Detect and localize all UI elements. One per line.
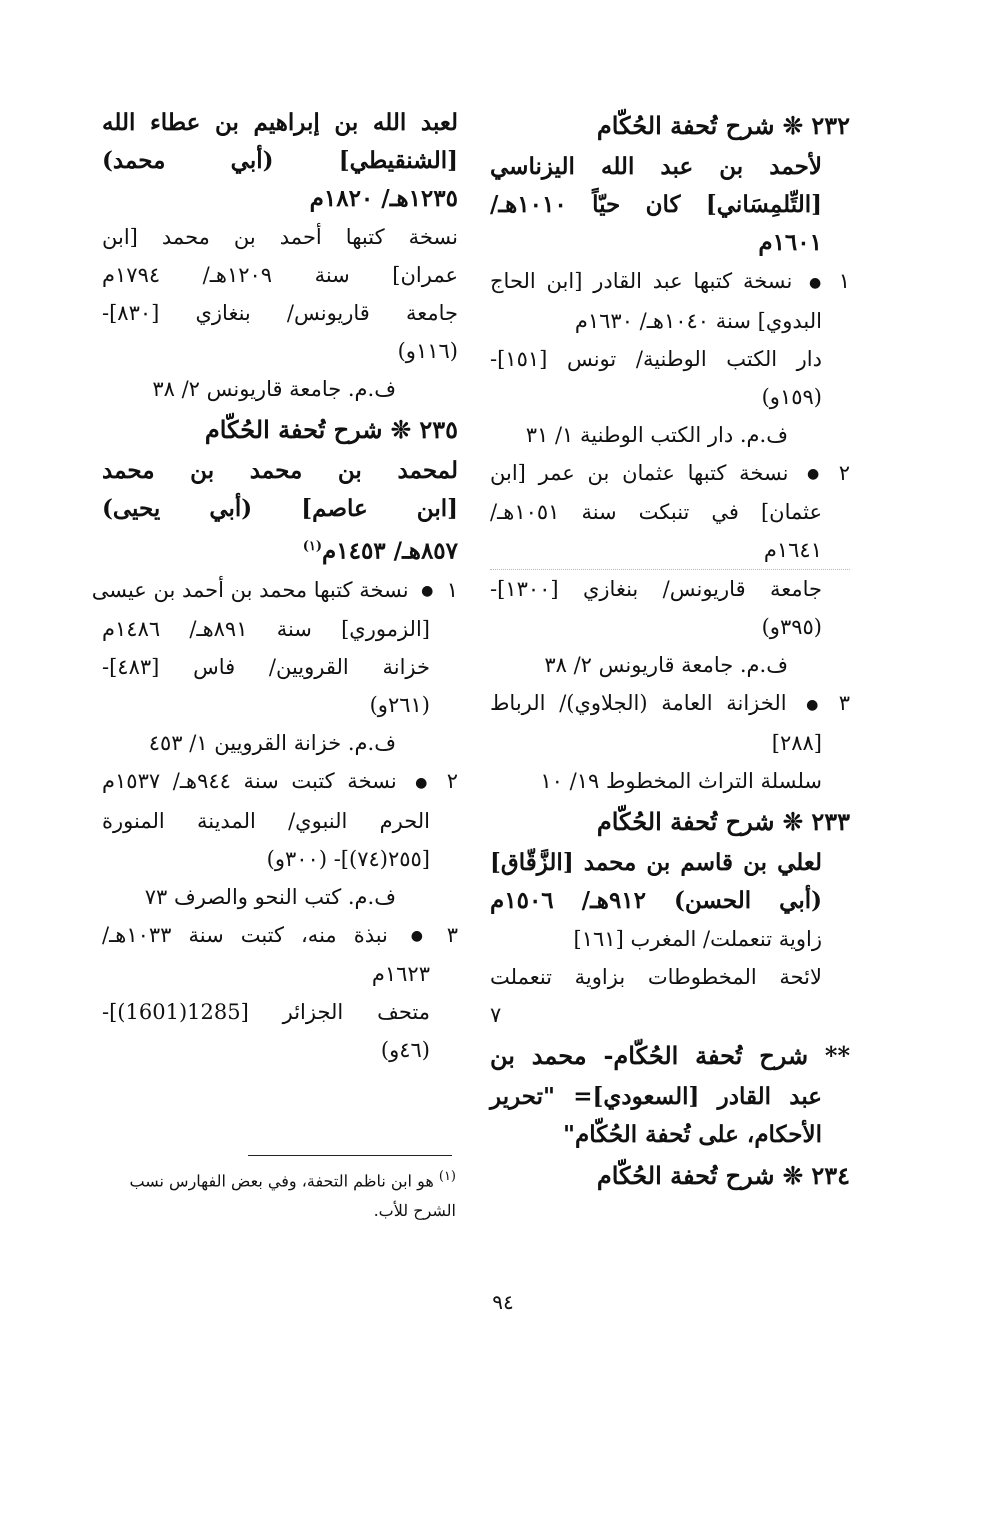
entry-author-line: [ابن عاصم] (أبي يحيى) (102, 495, 458, 522)
item-text: خزانة القرويين/ فاس [٤٨٣]- (102, 655, 430, 680)
entry-author-line: ١٢٣٥هـ/ ١٨٢٠م (309, 185, 458, 212)
item-text: نسخة كتبها عبد القادر [ابن الحاج (490, 269, 793, 293)
entry-author-line: ١٦٠١م (758, 229, 822, 256)
footnote-marker: (١) (438, 1169, 456, 1184)
list-item (102, 916, 458, 956)
entry-author-line (102, 528, 458, 571)
footnote-divider (248, 1155, 452, 1156)
item-number: ٢ (446, 769, 458, 794)
item-reference: ف.م. دار الكتب الوطنية ١/ ٣١ (525, 422, 788, 447)
entry-author-line: (أبي الحسن) ٩١٢هـ/ ١٥٠٦م (490, 886, 822, 914)
item-text: (٤٦و) (380, 1038, 430, 1063)
item-number: ٢ (838, 460, 850, 485)
item-text: عثمان] في تنبكت سنة ١٠٥١هـ/ (490, 500, 822, 524)
bullet-icon: ● (808, 274, 822, 291)
item-number: ١ (446, 577, 458, 602)
item-text: جامعة قاريونس/ بنغازي [٨٣٠]- (102, 301, 458, 325)
item-text: [٢٥٥(٧٤)]- (٣٠٠و) (266, 846, 430, 871)
item-text: (٣٩٥و) (761, 615, 822, 639)
footnote-text: هو ابن ناظم التحفة، وفي بعض الفهارس نسب (129, 1171, 434, 1191)
item-reference: ف.م. جامعة قاريونس ٢/ ٣٨ (544, 653, 788, 677)
item-text: جامعة قاريونس/ بنغازي [١٣٠٠]- (490, 577, 822, 601)
item-text: ٧ (490, 1002, 502, 1027)
list-item (102, 762, 458, 802)
entry-title-235: ٢٣٥ ❊ شرح تُحفة الحُكّام (204, 415, 458, 444)
entry-author-line: لعلي بن قاسم بن محمد [الزَّقّاق] (490, 848, 822, 876)
entry-author-line: [الشنقيطي] (أبي محمد) (102, 147, 458, 174)
page-number: ٩٤ (492, 1290, 514, 1314)
footnote-line: الشرح للأب. (373, 1201, 456, 1221)
item-reference: سلسلة التراث المخطوط ١٩/ ١٠ (540, 768, 822, 793)
entry-date: ٨٥٧هـ/ ١٤٥٣م (321, 537, 458, 565)
entry-title-233: ٢٣٣ ❊ شرح تُحفة الحُكّام (596, 806, 850, 836)
bullet-icon: ● (415, 774, 428, 791)
list-item (490, 454, 850, 494)
item-text: نسخة كتبها أحمد بن محمد [ابن (102, 225, 458, 249)
item-number: ٣ (838, 691, 850, 715)
item-text: (١٥٩و) (761, 384, 822, 409)
item-text: [٢٨٨] (771, 730, 822, 755)
item-text: البدوي] سنة ١٠٤٠هـ/ ١٦٣٠م (574, 308, 822, 333)
footnote-marker[interactable]: (١) (302, 539, 322, 554)
item-text: ١٦٤١م (490, 531, 850, 570)
list-item (490, 684, 850, 724)
item-text: (٢٦١و) (369, 693, 430, 718)
bullet-icon: ● (410, 928, 423, 945)
item-text: ١٦٢٣م (371, 962, 430, 987)
bullet-icon: ● (806, 696, 819, 713)
item-number: ١ (838, 269, 850, 293)
entry-author-line: لأحمد بن عبد الله اليزناسي (490, 153, 822, 180)
entry-author-line: [التِّلمِسَاني] كان حيّاً ١٠١٠هـ/ (490, 191, 822, 218)
item-text: نسخة كتبها محمد بن أحمد بن عيسى (91, 577, 409, 602)
right-column (490, 104, 850, 1198)
entry-title-234: ٢٣٤ ❊ شرح تُحفة الحُكّام (596, 1160, 850, 1190)
list-item (490, 262, 850, 302)
item-text: نسخة كتبت سنة ٩٤٤هـ/ ١٥٣٧م (102, 769, 397, 794)
cross-reference: الأحكام، على تُحفة الحُكّام" (562, 1120, 822, 1148)
item-text: دار الكتب الوطنية/ تونس [١٥١]- (490, 346, 822, 371)
item-reference: ف.م. جامعة قاريونس ٢/ ٣٨ (152, 377, 396, 401)
bullet-icon: ● (807, 466, 820, 482)
item-reference: ف.م. كتب النحو والصرف ٧٣ (144, 884, 396, 909)
entry-title-232: ٢٣٢ ❊ شرح تُحفة الحُكّام (596, 111, 850, 140)
list-item (91, 571, 458, 611)
item-text: الخزانة العامة (الجلاوي)/ الرباط (490, 691, 787, 715)
item-text: متحف الجزائر [1285(1601)]- (102, 1000, 430, 1025)
item-text: نبذة منه، كتبت سنة ١٠٣٣هـ/ (102, 922, 388, 947)
item-text: [الزموري] سنة ٨٩١هـ/ ١٤٨٦م (102, 617, 430, 642)
bullet-icon: ● (421, 583, 434, 600)
footnote (100, 1162, 456, 1226)
item-text: الحرم النبوي/ المدينة المنورة (102, 808, 430, 833)
left-column (91, 104, 458, 1069)
cross-reference: ** شرح تُحفة الحُكّام- محمد بن (490, 1040, 850, 1070)
cross-reference: عبد القادر [السعودي]= "تحرير (490, 1082, 822, 1110)
footnote-line (100, 1162, 456, 1196)
item-text: لائحة المخطوطات بزاوية تنعملت (490, 964, 822, 989)
item-text: (١١٦و) (397, 339, 458, 363)
entry-author-line: لمحمد بن محمد بن محمد (102, 457, 458, 484)
item-text: عمران] سنة ١٢٠٩هـ/ ١٧٩٤م (102, 263, 458, 287)
item-number: ٣ (446, 922, 458, 947)
item-reference: ف.م. خزانة القرويين ١/ ٤٥٣ (148, 731, 396, 756)
item-text: نسخة كتبها عثمان بن عمر [ابن (490, 460, 789, 485)
item-text: زاوية تنعملت/ المغرب [١٦١] (573, 926, 822, 951)
entry-author-line: لعبد الله بن إبراهيم بن عطاء الله (102, 109, 458, 136)
